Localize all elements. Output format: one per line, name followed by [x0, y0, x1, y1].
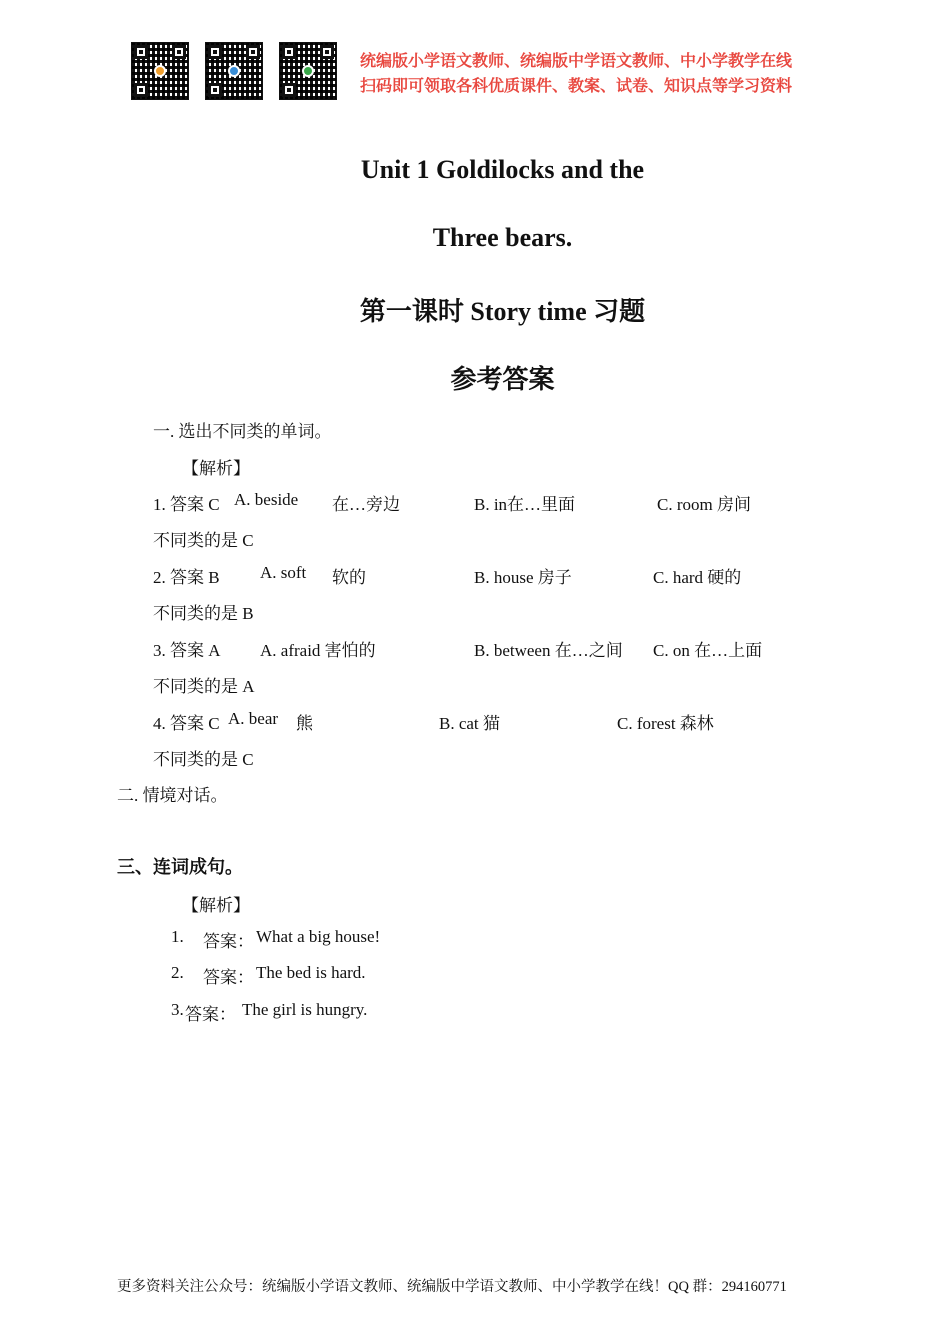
section3-heading: 三、连词成句。	[117, 857, 243, 878]
item4-result: 不同类的是 C	[153, 750, 254, 769]
qr-code-2	[205, 42, 263, 100]
item2-result: 不同类的是 B	[153, 604, 254, 623]
answer2-label: 答案：	[203, 968, 254, 987]
item2-option-a-meaning: 软的	[332, 568, 366, 587]
item1-option-c: C. room 房间	[657, 495, 751, 514]
title-line2: Three bears.	[432, 223, 573, 252]
answer1-text: What a big house!	[256, 927, 381, 946]
header-banner-line1: 统编版小学语文教师、统编版中学语文教师、中小学教学在线	[360, 51, 793, 70]
qr-code-3	[279, 42, 337, 100]
item2-number: 2. 答案 B	[153, 568, 220, 587]
item2-option-a: A. soft	[260, 563, 307, 582]
item1-result: 不同类的是 C	[153, 531, 254, 550]
answer1-number: 1.	[171, 927, 184, 946]
item4-number: 4. 答案 C	[153, 714, 220, 733]
item2-option-c: C. hard 硬的	[653, 568, 742, 587]
answer1-label: 答案：	[203, 932, 254, 951]
footer-text: 更多资料关注公众号：统编版小学语文教师、统编版中学语文教师、中小学教学在线！QQ 群：294160771	[117, 1279, 787, 1295]
item4-option-a-meaning: 熊	[296, 714, 313, 733]
item1-number: 1. 答案 C	[153, 495, 220, 514]
item4-option-b: B. cat 猫	[439, 714, 500, 733]
answer3-label: 答案：	[185, 1005, 236, 1024]
item3-option-a: A. afraid 害怕的	[260, 641, 376, 660]
title-line1: Unit 1 Goldilocks and the	[360, 155, 645, 184]
section1-heading: 一. 选出不同类的单词。	[153, 422, 332, 441]
title-line3: 第一课时 Story time 习题	[359, 297, 646, 326]
item2-option-b: B. house 房子	[474, 568, 572, 587]
item1-option-a-meaning: 在…旁边	[332, 495, 400, 514]
item1-option-a: A. beside	[234, 490, 299, 509]
answer3-number: 3.	[171, 1000, 184, 1019]
qr-logo-icon	[154, 65, 166, 77]
section2-heading: 二. 情境对话。	[117, 786, 228, 805]
item4-option-c: C. forest 森林	[617, 714, 714, 733]
item4-option-a: A. bear	[228, 709, 279, 728]
qr-logo-icon	[228, 65, 240, 77]
item3-option-b: B. between 在…之间	[474, 641, 623, 660]
title-line4: 参考答案	[450, 365, 555, 394]
item1-option-b: B. in在…里面	[474, 495, 576, 514]
item3-result: 不同类的是 A	[153, 677, 255, 696]
answer3-text: The girl is hungry.	[242, 1000, 368, 1019]
qr-code-1	[131, 42, 189, 100]
section1-analysis-label: 【解析】	[182, 459, 250, 478]
answer2-text: The bed is hard.	[256, 963, 366, 982]
item3-option-c: C. on 在…上面	[653, 641, 763, 660]
header-banner-line2: 扫码即可领取各科优质课件、教案、试卷、知识点等学习资料	[360, 76, 793, 95]
qr-logo-icon	[302, 65, 314, 77]
answer2-number: 2.	[171, 963, 184, 982]
section3-analysis-label: 【解析】	[182, 896, 250, 915]
item3-number: 3. 答案 A	[153, 641, 221, 660]
